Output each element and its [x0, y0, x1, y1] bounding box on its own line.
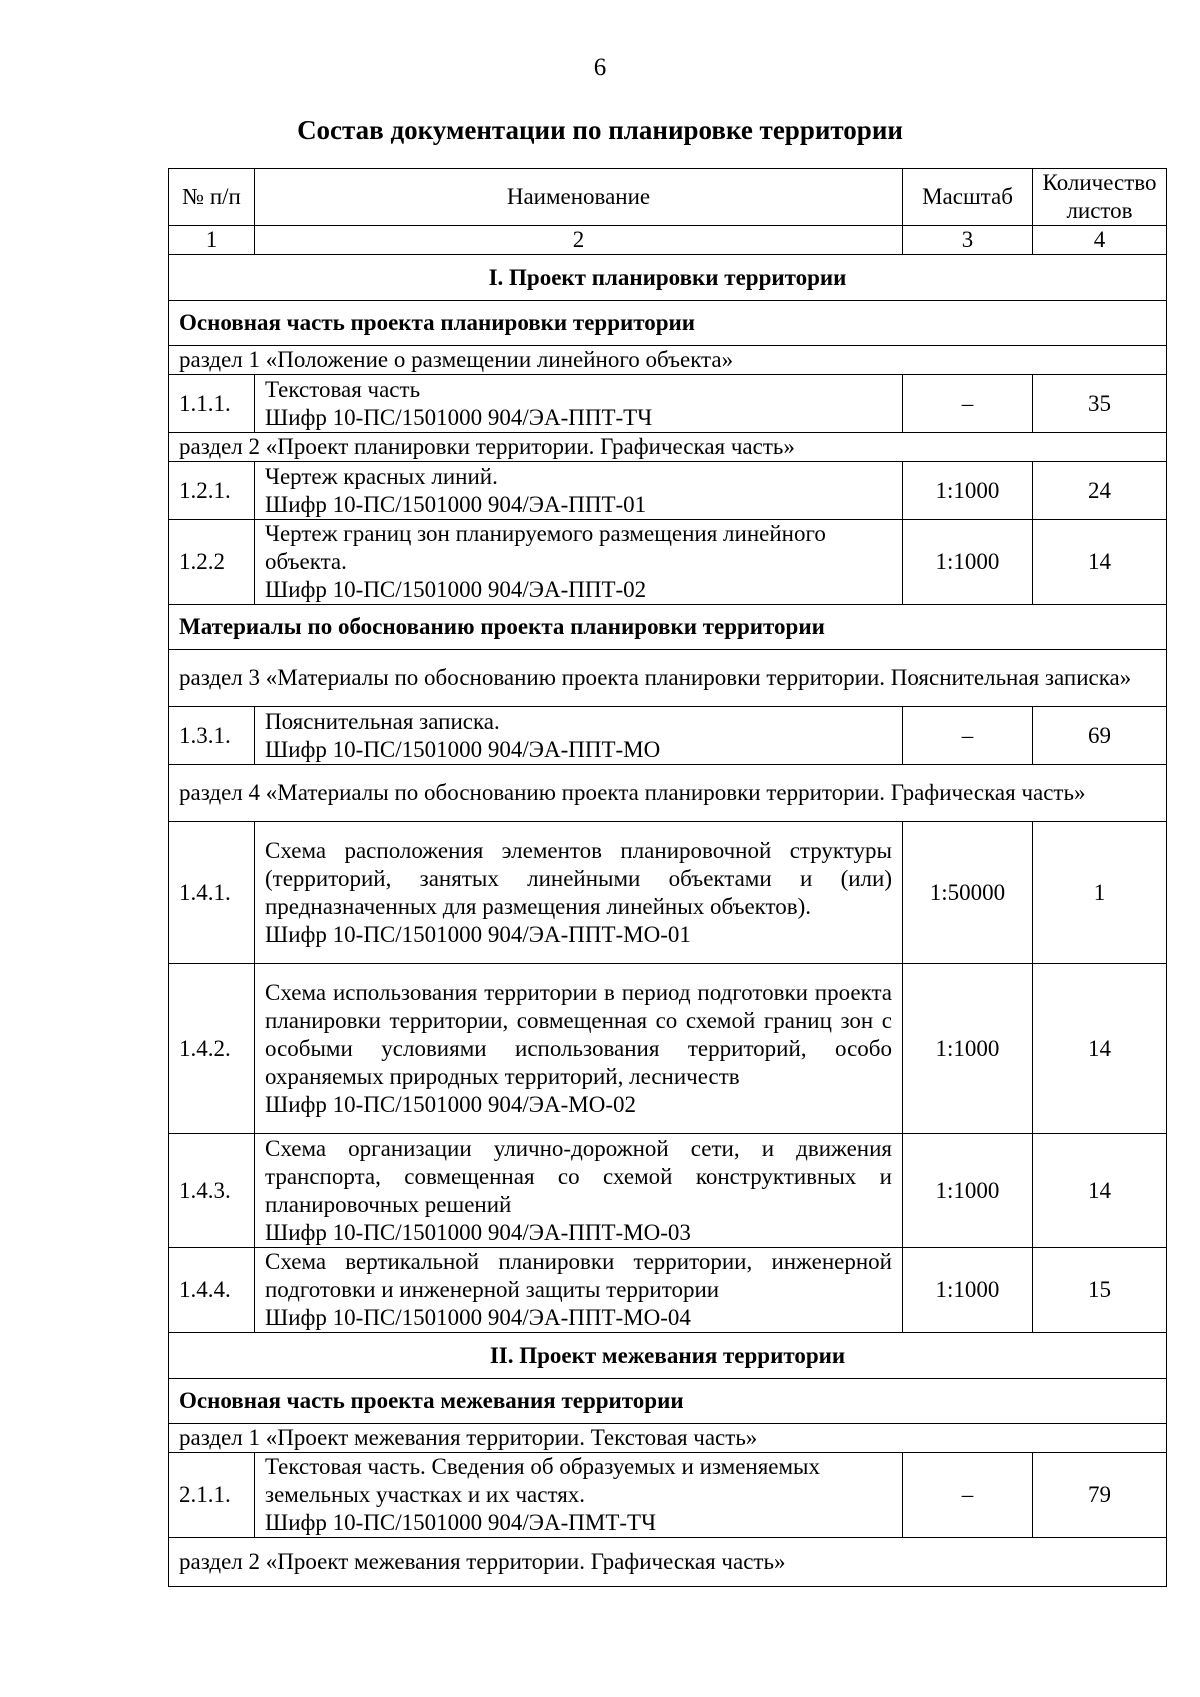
section-row	[169, 765, 1167, 822]
item-code: Шифр 10-ПС/1501000 904/ЭА-ППТ-01	[265, 491, 647, 517]
table-row	[169, 822, 1167, 964]
item-description: Чертеж границ зон планируемого размещения линейного объекта.	[265, 521, 826, 574]
item-name	[255, 375, 903, 433]
item-sheet-count: 14	[1033, 964, 1167, 1134]
header-scale: Масштаб	[903, 169, 1033, 226]
item-name	[255, 822, 903, 964]
part-heading-row	[169, 1333, 1167, 1379]
table-row	[169, 1134, 1167, 1248]
item-scale: 1:50000	[903, 822, 1033, 964]
item-description: Схема расположения элементов планировочной структуры (территорий, занятых линейными объектами и (или) предназначенных для размещения линейных объектов).	[265, 837, 892, 919]
item-scale: 1:1000	[903, 520, 1033, 605]
table-row	[169, 1248, 1167, 1333]
header-count	[1033, 169, 1167, 226]
table-row	[169, 1453, 1167, 1538]
item-number: 1.3.1.	[169, 707, 255, 765]
subpart-heading-row	[169, 605, 1167, 650]
header-num: № п/п	[169, 169, 255, 226]
section-row	[169, 1424, 1167, 1453]
item-code: Шифр 10-ПС/1501000 904/ЭА-ППТ-МО-01	[265, 921, 691, 947]
item-name	[255, 1453, 903, 1538]
item-description: Схема вертикальной планировки территории, инженерной подготовки и инженерной защиты территории	[265, 1249, 892, 1302]
item-description: Чертеж красных линий.	[265, 463, 498, 489]
item-code: Шифр 10-ПС/1501000 904/ЭА-ППТ-02	[265, 577, 647, 602]
header-row	[169, 169, 1167, 226]
table-row	[169, 707, 1167, 765]
item-code: Шифр 10-ПС/1501000 904/ЭА-ПМТ-ТЧ	[265, 1510, 657, 1535]
subpart-heading: Материалы по обоснованию проекта планировки территории	[169, 605, 1167, 650]
item-scale: –	[903, 375, 1033, 433]
subpart-heading: Основная часть проекта межевания территории	[169, 1379, 1167, 1424]
header-count-line1: Количество	[1042, 170, 1157, 195]
section-row	[169, 650, 1167, 707]
table-row	[169, 520, 1167, 605]
item-name	[255, 462, 903, 520]
section-title: раздел 4 «Материалы по обоснованию проекта планировки территории. Графическая часть»	[169, 765, 1167, 822]
section-title: раздел 2 «Проект межевания территории. Графическая часть»	[169, 1538, 1167, 1587]
section-title: раздел 3 «Материалы по обоснованию проекта планировки территории. Пояснительная записка»	[169, 650, 1167, 707]
item-name	[255, 964, 903, 1134]
item-scale: –	[903, 1453, 1033, 1538]
item-code: Шифр 10-ПС/1501000 904/ЭА-ППТ-МО	[265, 736, 661, 762]
item-description: Схема использования территории в период подготовки проекта планировки территории, совмещенная со схемой границ зон с особыми условиями использования территорий, особо охраняемых природных территорий, лесничеств	[265, 979, 892, 1089]
section-row	[169, 1538, 1167, 1587]
item-scale: 1:1000	[903, 1134, 1033, 1248]
item-scale: 1:1000	[903, 462, 1033, 520]
item-code: Шифр 10-ПС/1501000 904/ЭА-ППТ-МО-03	[265, 1219, 691, 1245]
item-number: 1.2.1.	[169, 462, 255, 520]
item-number: 2.1.1.	[169, 1453, 255, 1538]
item-number: 1.4.2.	[169, 964, 255, 1134]
header-name: Наименование	[255, 169, 903, 226]
section-row	[169, 346, 1167, 375]
item-scale: 1:1000	[903, 1248, 1033, 1333]
column-number: 4	[1033, 226, 1167, 255]
item-description: Схема организации улично-дорожной сети, и движения транспорта, совмещенная со схемой конструктивных и планировочных решений	[265, 1135, 892, 1217]
item-sheet-count: 14	[1033, 1134, 1167, 1248]
item-code: Шифр 10-ПС/1501000 904/ЭА-ППТ-ТЧ	[265, 404, 653, 430]
item-description: Текстовая часть. Сведения об образуемых и изменяемых земельных участках и их частях.	[265, 1454, 821, 1507]
table-row	[169, 462, 1167, 520]
item-sheet-count: 24	[1033, 462, 1167, 520]
documentation-table	[168, 168, 1167, 1587]
item-description: Текстовая часть	[265, 376, 421, 402]
item-description: Пояснительная записка.	[265, 708, 500, 734]
part-heading: I. Проект планировки территории	[169, 255, 1167, 301]
section-row	[169, 433, 1167, 462]
item-code: Шифр 10-ПС/1501000 904/ЭА-МО-02	[265, 1091, 636, 1117]
section-title: раздел 1 «Положение о размещении линейного объекта»	[169, 346, 1167, 375]
item-name	[255, 1134, 903, 1248]
item-sheet-count: 79	[1033, 1453, 1167, 1538]
item-sheet-count: 15	[1033, 1248, 1167, 1333]
header-count-line2: листов	[1066, 198, 1133, 223]
item-name	[255, 520, 903, 605]
item-name	[255, 707, 903, 765]
section-title: раздел 2 «Проект планировки территории. Графическая часть»	[169, 433, 1167, 462]
item-number: 1.4.3.	[169, 1134, 255, 1248]
column-number-row	[169, 226, 1167, 255]
document-title: Состав документации по планировке территории	[297, 115, 903, 145]
item-sheet-count: 14	[1033, 520, 1167, 605]
item-number: 1.1.1.	[169, 375, 255, 433]
item-name	[255, 1248, 903, 1333]
item-scale: 1:1000	[903, 964, 1033, 1134]
table-row	[169, 964, 1167, 1134]
subpart-heading-row	[169, 1379, 1167, 1424]
item-sheet-count: 69	[1033, 707, 1167, 765]
page-number: 6	[593, 54, 607, 81]
column-number: 2	[255, 226, 903, 255]
table-row	[169, 375, 1167, 433]
item-sheet-count: 35	[1033, 375, 1167, 433]
column-number: 3	[903, 226, 1033, 255]
subpart-heading-row	[169, 301, 1167, 346]
section-title: раздел 1 «Проект межевания территории. Текстовая часть»	[169, 1424, 1167, 1453]
item-number: 1.4.4.	[169, 1248, 255, 1333]
part-heading-row	[169, 255, 1167, 301]
item-number: 1.2.2	[169, 520, 255, 605]
item-number: 1.4.1.	[169, 822, 255, 964]
item-scale: –	[903, 707, 1033, 765]
part-heading: II. Проект межевания территории	[169, 1333, 1167, 1379]
item-code: Шифр 10-ПС/1501000 904/ЭА-ППТ-МО-04	[265, 1305, 691, 1330]
item-sheet-count: 1	[1033, 822, 1167, 964]
subpart-heading: Основная часть проекта планировки территории	[169, 301, 1167, 346]
column-number: 1	[169, 226, 255, 255]
